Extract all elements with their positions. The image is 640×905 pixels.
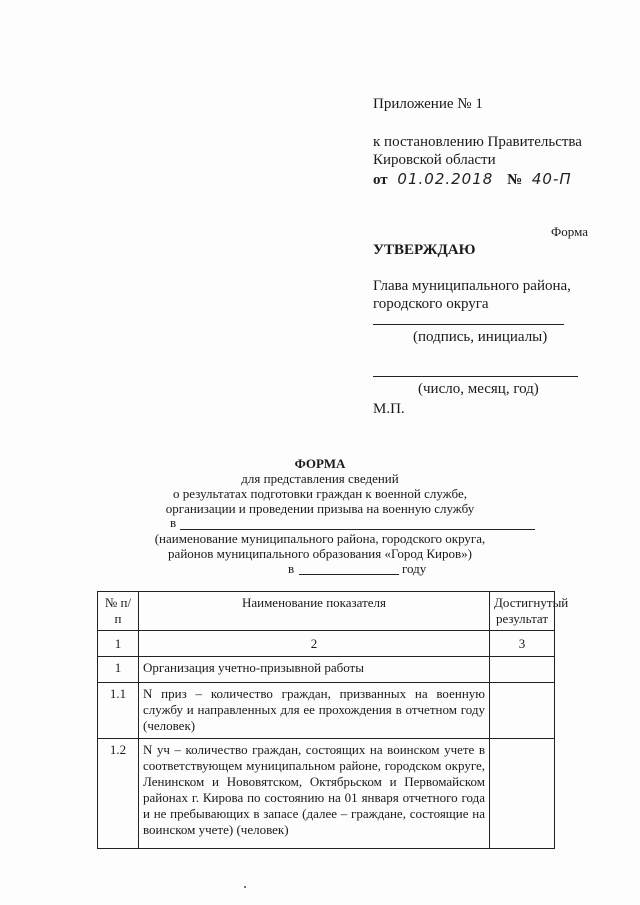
approve-heading: УТВЕРЖДАЮ — [373, 242, 476, 258]
header-result: Достигнутый результат — [490, 592, 555, 631]
numbering-cell: 3 — [490, 631, 555, 657]
header-number: № п/п — [98, 592, 139, 631]
resolution-line1: к постановлению Правительства — [373, 134, 582, 150]
date-caption: (число, месяц, год) — [418, 381, 539, 397]
scan-speck — [244, 886, 246, 888]
seal-label: М.П. — [373, 401, 405, 417]
table-row — [98, 683, 555, 739]
numbering-cell: 1 — [98, 631, 139, 657]
title-line2: о результатах подготовки граждан к военной службе, — [173, 486, 467, 501]
municipality-caption2: районов муниципального образования «Город Киров») — [168, 546, 472, 561]
row-result — [490, 739, 555, 849]
numbering-cell: 2 — [139, 631, 490, 657]
form-title: ФОРМА — [294, 456, 346, 471]
title-line3: организации и проведении призыва на военную службу — [165, 501, 475, 516]
appendix-label: Приложение № 1 — [373, 96, 483, 112]
handwritten-number: 40-П — [531, 170, 572, 188]
table-row — [98, 739, 555, 849]
year-line — [299, 574, 399, 575]
table-header-row — [98, 592, 555, 631]
table-numbering-row — [98, 631, 555, 657]
municipality-caption1: (наименование муниципального района, городского округа, — [154, 531, 486, 546]
handwritten-date: 01.02.2018 — [397, 170, 494, 188]
position-line2: городского округа — [373, 296, 489, 312]
year-suffix: году — [402, 561, 427, 576]
in-prefix: в — [170, 515, 177, 530]
table-row — [98, 657, 555, 683]
number-prefix: № — [507, 172, 523, 188]
resolution-date-row — [373, 170, 572, 189]
header-indicator: Наименование показателя — [139, 592, 490, 631]
row-number: 1 — [98, 657, 139, 683]
row-result — [490, 683, 555, 739]
resolution-line2: Кировской области — [373, 152, 496, 168]
municipality-line — [180, 529, 535, 530]
signature-line — [373, 324, 564, 325]
position-line1: Глава муниципального района, — [373, 278, 571, 294]
row-result — [490, 657, 555, 683]
row-number: 1.2 — [98, 739, 139, 849]
signature-caption: (подпись, инициалы) — [413, 329, 548, 345]
title-line1: для представления сведений — [241, 471, 399, 486]
form-label: Форма — [551, 224, 588, 239]
row-indicator: N приз – количество граждан, призванных на военную службу и направленных для ее прохождения в отчетном году (человек) — [139, 683, 490, 739]
year-prefix: в — [288, 561, 295, 576]
date-line — [373, 376, 578, 377]
row-indicator: N уч – количество граждан, состоящих на воинском учете в соответствующем муниципальном районе, городском округе, Ленинском и Нововятском, Октябрьском и Первомайском районах г. Кирова по состоянию на 01 января отчетного года и не пребывающих в запасе (далее – граждане, состоящие на воинском учете) (человек) — [139, 739, 490, 849]
indicators-table — [97, 591, 569, 849]
row-indicator: Организация учетно-призывной работы — [139, 657, 490, 683]
row-number: 1.1 — [98, 683, 139, 739]
date-prefix: от — [373, 172, 388, 188]
